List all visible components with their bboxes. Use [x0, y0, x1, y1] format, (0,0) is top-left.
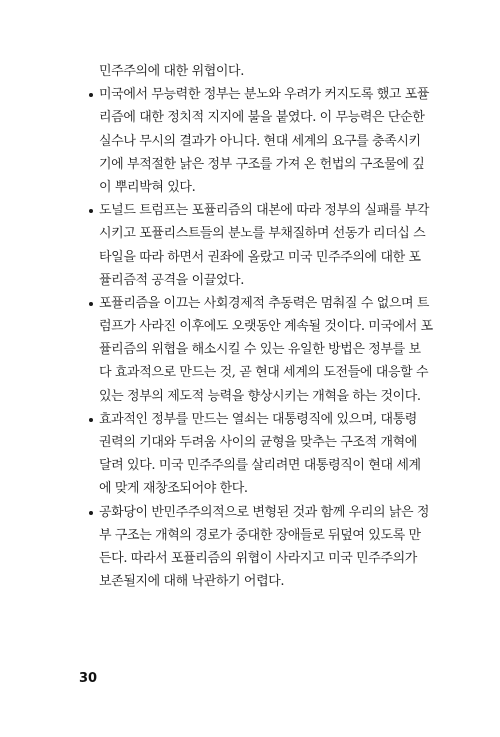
text-line: 타일을 따라 하면서 권좌에 올랐고 미국 민주주의에 대한 포 [99, 249, 421, 265]
bullet-item-start [83, 501, 430, 524]
bullet-item-start [83, 83, 430, 106]
text-line: 권력의 기대와 두려움 사이의 균형을 맞추는 구조적 개혁에 [99, 435, 417, 450]
text-line: 시키고 포퓰리스트들의 분노를 부채질하며 선동가 리더십 스 [99, 226, 426, 242]
bullet-item-start [83, 408, 423, 431]
text-line: 포퓰리즘을 이끄는 사회경제적 추동력은 멈춰질 수 없으며 트 [99, 295, 430, 311]
text-line: 민주주의에 대한 위협이다. [99, 64, 244, 79]
text-line: 부 구조는 개혁의 경로가 중대한 장애들로 뒤덮여 있도록 만 [99, 527, 421, 543]
page-number: 30 [79, 671, 98, 686]
text-line: 에 맞게 재창조되어야 한다. [99, 481, 248, 497]
text-line: 효과적인 정부를 만드는 열쇠는 대통령직에 있으며, 대통령 [99, 411, 417, 427]
text-line: 달려 있다. 미국 민주주의를 살리려면 대통령직이 현대 세계 [99, 458, 421, 474]
bullet-item-start [83, 292, 430, 315]
text-line: 도널드 트럼프는 포퓰리즘의 대본에 따라 정부의 실패를 부각 [99, 203, 430, 219]
text-line: 럼프가 사라진 이후에도 오랫동안 계속될 것이다. 미국에서 포 [99, 319, 433, 335]
text-line: 실수나 무시의 결과가 아니다. 현대 세계의 요구를 충족시키 [99, 133, 421, 149]
text-line: 미국에서 무능력한 정부는 분노와 우려가 커지도록 했고 포퓰 [99, 87, 430, 103]
bullet-icon [89, 302, 93, 306]
bullet-icon [89, 511, 93, 515]
text-line: 든다. 따라서 포퓰리즘의 위협이 사라지고 미국 민주주의가 [99, 550, 417, 566]
bullet-icon [89, 418, 93, 422]
text-line: 퓰리즘의 위협을 해소시킬 수 있는 유일한 방법은 정부를 보 [99, 342, 421, 358]
text-line: 퓰리즘적 공격을 이끌었다. [99, 272, 244, 288]
bullet-icon [89, 209, 93, 213]
bullet-item-start [83, 199, 430, 222]
text-line: 리즘에 대한 정치적 지지에 불을 붙였다. 이 무능력은 단순한 [99, 110, 425, 126]
text-line: 공화당이 반민주주의적으로 변형된 것과 함께 우리의 낡은 정 [99, 504, 430, 520]
text-line: 있는 정부의 제도적 능력을 향상시키는 개혁을 하는 것이다. [99, 388, 421, 404]
text-line: 다 효과적으로 만드는 것, 곧 현대 세계의 도전들에 대응할 수 [99, 365, 429, 381]
text-line: 이 뿌리박혀 있다. [99, 179, 196, 195]
text-line: 기에 부적절한 낡은 정부 구조를 가져 온 헌법의 구조물에 깊 [99, 156, 425, 172]
body-text [83, 60, 433, 593]
text-line: 보존될지에 대해 낙관하기 어렵다. [99, 574, 285, 590]
bullet-icon [89, 93, 93, 97]
